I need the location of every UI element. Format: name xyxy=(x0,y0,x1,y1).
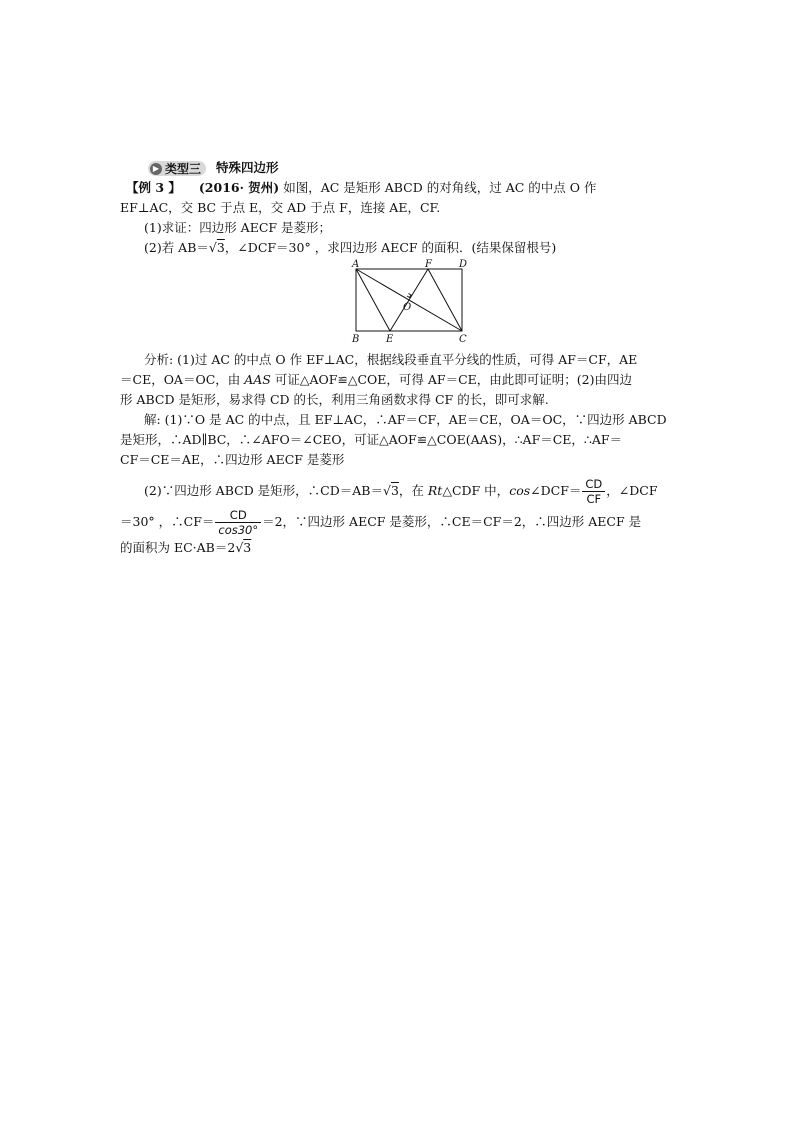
solution-line2: 是矩形，∴AD∥BC，∴∠AFO＝∠CEO，可证△AOF≌△COE(AAS)，∴AF＝CE，∴AF＝ xyxy=(120,432,623,447)
analysis-line2 xyxy=(120,370,680,390)
label-a: A xyxy=(352,259,360,270)
fraction-numerator: CD xyxy=(582,477,605,492)
section-tag-label: 类型三 xyxy=(165,161,202,176)
analysis-line3: 形 ABCD 是矩形，易求得 CD 的长，利用三角函数求得 CF 的长，即可求解. xyxy=(120,392,549,407)
section-header xyxy=(120,158,680,178)
example-stem-text: 如图，AC 是矩形 ABCD 的对角线，过 AC 的中点 O 作 xyxy=(283,180,597,195)
segment-cf xyxy=(428,269,462,331)
solution-p2-c: △CDF 中， xyxy=(442,483,510,498)
solution-part2-line3 xyxy=(120,538,680,558)
label-e: E xyxy=(386,334,394,345)
solution-p3-b: ＝2，∵四边形 AECF 是菱形，∴CE＝CF＝2，∴四边形 AECF 是 xyxy=(262,514,642,529)
sqrt-3: √3 xyxy=(382,483,399,498)
section-title: 特殊四边形 xyxy=(216,160,279,175)
question-2-text-a: (2)若 AB＝ xyxy=(144,240,209,255)
sqrt-radicand: 3 xyxy=(390,483,399,498)
sqrt-3: √3 xyxy=(235,540,252,555)
question-2 xyxy=(120,238,680,258)
example-stem-line2: EF⊥AC，交 BC 于点 E，交 AD 于点 F，连接 AE，CF. xyxy=(120,200,441,215)
fraction-denominator: cos30° xyxy=(218,523,259,537)
label-o: O xyxy=(403,302,412,313)
solution-line3: CF＝CE＝AE，∴四边形 AECF 是菱形 xyxy=(120,452,345,467)
sqrt-radicand: 3 xyxy=(216,240,225,255)
question-2-text-b: ，∠DCF＝30° ，求四边形 AECF 的面积．(结果保留根号) xyxy=(224,240,557,255)
right-angle-mark xyxy=(407,294,411,298)
solution-p2-e: ，∠DCF xyxy=(606,483,658,498)
label-d: D xyxy=(459,259,468,270)
segment-fe xyxy=(390,269,428,331)
example-label: 【例 3 】 xyxy=(126,180,181,195)
analysis-aas: AAS xyxy=(244,372,271,387)
solution-cos: cos xyxy=(509,483,531,498)
solution-p2-d: ∠DCF＝ xyxy=(530,483,582,498)
sqrt-radicand: 3 xyxy=(243,540,252,555)
fraction-numerator: CD xyxy=(215,508,261,523)
geometry-figure xyxy=(120,258,680,350)
example-stem-line1 xyxy=(120,178,680,198)
solution-p2-b: ，在 xyxy=(398,483,428,498)
fraction-cd-cf xyxy=(582,477,605,506)
solution-rt: Rt xyxy=(427,483,443,498)
rectangle-diagram xyxy=(348,258,472,350)
segment-ae xyxy=(356,269,390,331)
solution-p2-a: (2)∵四边形 ABCD 是矩形，∴CD＝AB＝ xyxy=(144,483,383,498)
sqrt-3: √3 xyxy=(208,240,225,255)
label-b: B xyxy=(352,334,360,345)
play-icon: ▶ xyxy=(150,163,162,175)
analysis-line2-b: 可证△AOF≌△COE，可得 AF＝CE，由此即可证明；(2)由四边 xyxy=(270,372,633,387)
fraction-denominator: CF xyxy=(586,492,602,506)
solution-part2-line1 xyxy=(120,476,680,506)
section-tag xyxy=(148,161,206,176)
analysis-line2-a: ＝CE，OA＝OC，由 xyxy=(120,372,245,387)
fraction-cd-cos30 xyxy=(215,508,261,537)
document-content xyxy=(120,158,680,558)
solution-part2-line2 xyxy=(120,506,680,538)
label-c: C xyxy=(459,334,467,345)
analysis-line1: 分析: (1)过 AC 的中点 O 作 EF⊥AC，根据线段垂直平分线的性质，可得 AF＝CF，AE xyxy=(144,352,638,367)
solution-p4-a: 的面积为 EC·AB＝2 xyxy=(120,540,236,555)
question-1: (1)求证：四边形 AECF 是菱形； xyxy=(144,220,332,235)
label-f: F xyxy=(425,259,432,270)
solution-line1: 解: (1)∵O 是 AC 的中点，且 EF⊥AC，∴AF＝CF，AE＝CE，OA＝OC，∵四边形 ABCD xyxy=(144,412,667,427)
example-source: (2016· 贺州) xyxy=(198,180,280,195)
solution-p3-a: ＝30° ，∴CF＝ xyxy=(120,514,215,529)
